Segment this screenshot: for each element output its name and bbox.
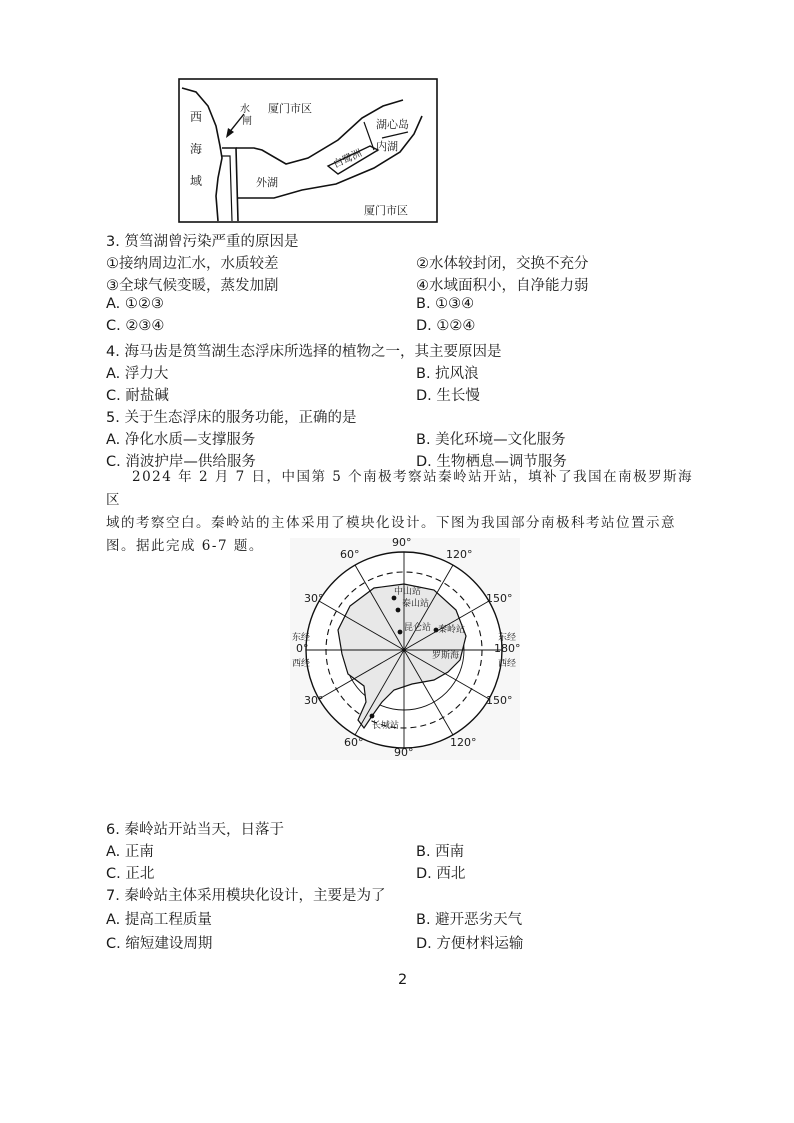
q5-option-a: A. 净化水质—支撑服务 bbox=[106, 432, 256, 448]
q3-statement-1: ①接纳周边汇水，水质较差 bbox=[106, 256, 279, 272]
island-label: 湖心岛 bbox=[376, 118, 409, 131]
lon-label-30-top: 30° bbox=[304, 592, 324, 605]
q7-option-d: D. 方便材料运输 bbox=[416, 936, 524, 952]
lon-label-150-top: 150° bbox=[486, 592, 513, 605]
q4-option-d: D. 生长慢 bbox=[416, 388, 480, 404]
q7-option-c: C. 缩短建设周期 bbox=[106, 936, 213, 952]
lon-label-0: 0° bbox=[296, 642, 309, 655]
q3-option-b: B. ①③④ bbox=[416, 296, 475, 312]
q4-option-c: C. 耐盐碱 bbox=[106, 388, 169, 404]
q6-option-c: C. 正北 bbox=[106, 866, 155, 882]
q5-stem: 5. 关于生态浮床的服务功能，正确的是 bbox=[106, 410, 357, 426]
q7-option-b: B. 避开恶劣天气 bbox=[416, 912, 523, 928]
q3-option-d: D. ①②④ bbox=[416, 318, 476, 334]
west-sea-label-3: 域 bbox=[190, 174, 203, 188]
egret-islet-label: 白鹭洲 bbox=[331, 147, 364, 171]
q4-option-b: B. 抗风浪 bbox=[416, 366, 479, 382]
changcheng-station-label: 长城站 bbox=[372, 721, 400, 731]
west-lon-label-right: 西经 bbox=[498, 659, 517, 669]
q3-option-a: A. ①②③ bbox=[106, 296, 164, 312]
lon-label-60-top: 60° bbox=[340, 548, 360, 561]
q7-option-a: A. 提高工程质量 bbox=[106, 912, 212, 928]
yundang-lake-map bbox=[178, 78, 438, 223]
q5-option-b: B. 美化环境—文化服务 bbox=[416, 432, 566, 448]
lon-label-120-top: 120° bbox=[446, 548, 473, 561]
outer-lake-label: 外湖 bbox=[256, 176, 278, 189]
zhongshan-station-label: 中山站 bbox=[394, 587, 422, 597]
lon-label-60-bottom: 60° bbox=[344, 736, 364, 749]
sluice-label-1: 水 bbox=[240, 104, 250, 115]
sluice-label-2: 闸 bbox=[242, 116, 252, 127]
west-sea-label-2: 海 bbox=[190, 142, 203, 156]
ross-sea-label: 罗斯海 bbox=[432, 651, 460, 661]
q5-option-d: D. 生物栖息—调节服务 bbox=[416, 454, 567, 470]
inner-lake-label: 内湖 bbox=[376, 140, 398, 153]
q3-statement-2: ②水体较封闭，交换不充分 bbox=[416, 256, 589, 272]
lon-label-150-bottom: 150° bbox=[486, 694, 513, 707]
q3-statement-3: ③全球气候变暖，蒸发加剧 bbox=[106, 278, 279, 294]
kunlun-station-label: 昆仑站 bbox=[404, 623, 432, 633]
antarctica-map-svg bbox=[290, 538, 520, 760]
west-lon-label-left: 西经 bbox=[292, 659, 311, 669]
q5-option-c: C. 消波护岸—供给服务 bbox=[106, 454, 256, 470]
q3-stem: 3. 筼筜湖曾污染严重的原因是 bbox=[106, 234, 299, 250]
east-lon-label-right: 东经 bbox=[498, 633, 517, 643]
q7-stem: 7. 秦岭站主体采用模块化设计，主要是为了 bbox=[106, 888, 386, 904]
city-label-bottom: 厦门市区 bbox=[364, 204, 408, 217]
lon-label-90-bottom: 90° bbox=[394, 746, 414, 759]
q6-option-b: B. 西南 bbox=[416, 844, 465, 860]
lon-label-90-top: 90° bbox=[392, 536, 412, 549]
east-lon-label-left: 东经 bbox=[292, 633, 311, 643]
lon-label-120-bottom: 120° bbox=[450, 736, 477, 749]
west-sea-label-1: 西 bbox=[190, 110, 203, 124]
intro-line-2: 域的考察空白。秦岭站的主体采用了模块化设计。下图为我国部分南极科考站位置示意 bbox=[106, 515, 676, 531]
q4-stem: 4. 海马齿是筼筜湖生态浮床所选择的植物之一，其主要原因是 bbox=[106, 344, 502, 360]
page-number: 2 bbox=[398, 972, 408, 988]
q4-option-a: A. 浮力大 bbox=[106, 366, 169, 382]
intro-line-3: 图。据此完成 6-7 题。 bbox=[106, 538, 264, 554]
taishan-station-label: 泰山站 bbox=[402, 599, 430, 609]
city-label-top: 厦门市区 bbox=[268, 102, 312, 115]
lon-label-180: 180° bbox=[494, 642, 521, 655]
antarctica-station-map bbox=[290, 538, 520, 760]
intro-line-1: 2024 年 2 月 7 日，中国第 5 个南极考察站秦岭站开站，填补了我国在南极罗斯海区 bbox=[106, 469, 694, 508]
q3-statement-4: ④水域面积小，自净能力弱 bbox=[416, 278, 589, 294]
q6-option-a: A. 正南 bbox=[106, 844, 154, 860]
q3-option-c: C. ②③④ bbox=[106, 318, 165, 334]
lon-label-30-bottom: 30° bbox=[304, 694, 324, 707]
q6-option-d: D. 西北 bbox=[416, 866, 466, 882]
q6-stem: 6. 秦岭站开站当天，日落于 bbox=[106, 822, 284, 838]
qinling-station-label: 秦岭站 bbox=[438, 625, 466, 635]
